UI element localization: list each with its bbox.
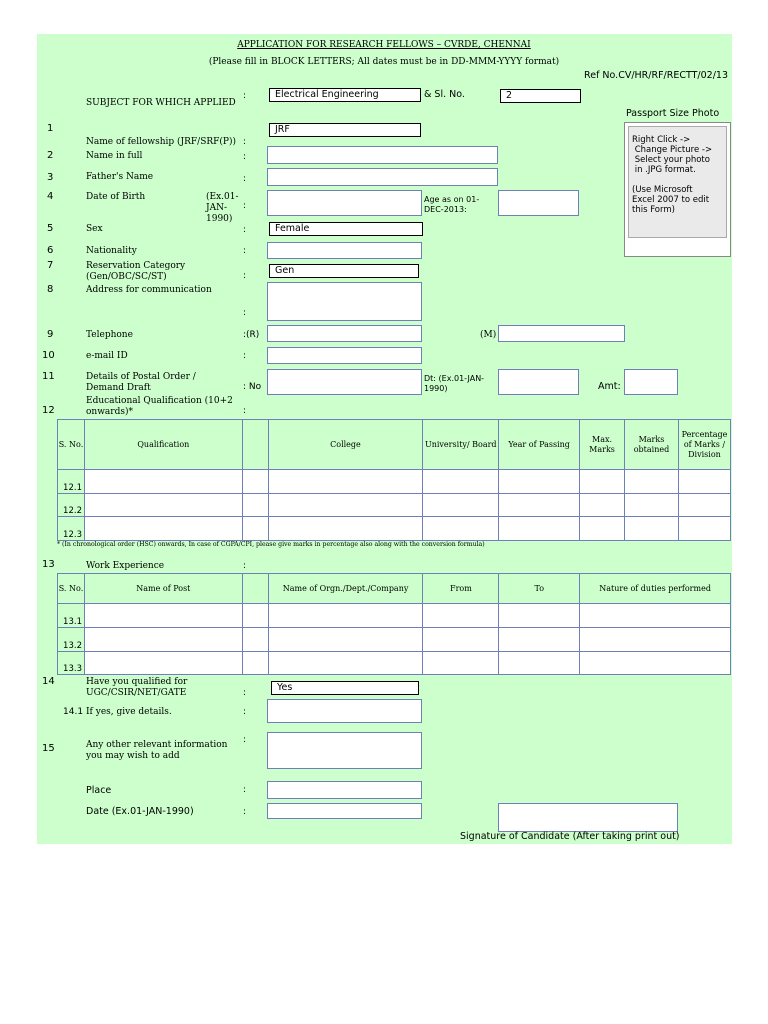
photo-instruction-line	[632, 175, 726, 185]
percentage-cell[interactable]	[678, 494, 730, 517]
header-cell: Name of Post	[84, 574, 242, 604]
place-label: Place	[86, 785, 112, 796]
other-info-input[interactable]	[267, 732, 422, 769]
header-cell: University/ Board	[423, 420, 499, 470]
duties-cell[interactable]	[580, 604, 731, 628]
qualified-select[interactable]: Yes	[271, 681, 419, 695]
subject-input[interactable]: Electrical Engineering	[269, 88, 421, 102]
spacer-cell	[242, 628, 268, 652]
date-input[interactable]	[267, 803, 422, 819]
colon: :	[243, 406, 247, 416]
organisation-cell[interactable]	[268, 652, 423, 675]
education-footnote: * (In chronological order (HSC) onwards, In case of CGPA/CPI, please give marks in percentage also along with the conversion formula)	[57, 541, 485, 548]
sex-label: Sex	[86, 224, 103, 234]
form-title: APPLICATION FOR RESEARCH FELLOWS – CVRDE, CHENNAI	[237, 40, 531, 50]
qualified-label: Have you qualified for UGC/CSIR/NET/GATE	[86, 677, 188, 698]
college-cell[interactable]	[268, 470, 423, 494]
duties-cell[interactable]	[580, 628, 731, 652]
field-number: 8	[47, 284, 54, 295]
duties-cell[interactable]	[580, 652, 731, 675]
field-number: 15	[42, 743, 55, 754]
header-cell: College	[268, 420, 423, 470]
reference-number: Ref No.CV/HR/RF/RECTT/02/13	[584, 70, 728, 81]
header-cell: Max. Marks	[580, 420, 625, 470]
age-label: Age as on 01-DEC-2013:	[424, 195, 480, 214]
age-input[interactable]	[498, 190, 579, 216]
table-row	[58, 517, 731, 541]
qualification-cell[interactable]	[84, 494, 242, 517]
colon: :	[243, 174, 247, 184]
postal-order-no-input[interactable]	[267, 369, 422, 395]
from-cell[interactable]	[423, 628, 499, 652]
photo-instruction-line: Excel 2007 to edit	[632, 195, 710, 205]
name-label: Name in full	[86, 151, 143, 161]
colon: :	[243, 785, 247, 795]
row-number: 13.2	[58, 628, 85, 652]
max-marks-cell[interactable]	[580, 494, 625, 517]
qualification-cell[interactable]	[84, 517, 242, 541]
photo-instruction-line: (Use Microsoft	[632, 185, 693, 195]
education-header-row	[58, 420, 731, 470]
education-table	[57, 419, 731, 541]
email-label: e-mail ID	[86, 351, 128, 361]
dob-input[interactable]	[267, 190, 422, 216]
colon: :	[243, 246, 247, 256]
row-number: 12.1	[58, 470, 85, 494]
signature-label: Signature of Candidate (After taking print out)	[460, 831, 680, 842]
university-cell[interactable]	[423, 494, 499, 517]
table-row	[58, 494, 731, 517]
colon: :	[243, 152, 247, 162]
header-cell: Nature of duties performed	[580, 574, 731, 604]
university-cell[interactable]	[423, 470, 499, 494]
row-number: 13.1	[58, 604, 85, 628]
field-number: 9	[47, 329, 54, 340]
amount-label: Amt:	[598, 381, 621, 392]
work-header-row	[58, 574, 731, 604]
organisation-cell[interactable]	[268, 604, 423, 628]
category-select[interactable]: Gen	[269, 264, 419, 278]
colon: :	[243, 735, 247, 745]
field-number: 2	[47, 150, 54, 161]
education-label: Educational Qualification (10+2 onwards)*	[86, 396, 233, 417]
photo-instruction-line: Select your photo	[632, 155, 710, 165]
field-number: 14	[42, 676, 55, 687]
nationality-input[interactable]	[267, 242, 422, 259]
qualified-details-label: If yes, give details.	[86, 707, 172, 717]
photo-instruction-line: this Form)	[632, 205, 675, 215]
photo-instruction-line: Right Click ->	[632, 135, 691, 145]
to-cell[interactable]	[499, 652, 580, 675]
field-number: 14.1	[63, 707, 84, 717]
form-instruction: (Please fill in BLOCK LETTERS; All dates must be in DD-MMM-YYYY format)	[208, 57, 560, 67]
sex-select[interactable]: Female	[269, 222, 423, 236]
max-marks-cell[interactable]	[580, 517, 625, 541]
marks-cell[interactable]	[625, 494, 679, 517]
postal-order-label: Details of Postal Order / Demand Draft	[86, 372, 196, 393]
to-cell[interactable]	[499, 628, 580, 652]
amount-input[interactable]	[624, 369, 678, 395]
field-number: 1	[47, 123, 54, 134]
subject-label: SUBJECT FOR WHICH APPLIED	[86, 98, 236, 108]
header-cell: Percentage of Marks / Division	[678, 420, 730, 470]
field-number: 10	[42, 350, 55, 361]
work-experience-label: Work Experience	[86, 561, 165, 571]
field-number: 6	[47, 245, 54, 256]
slno-input[interactable]: 2	[500, 89, 581, 103]
spacer-cell	[242, 470, 268, 494]
date-label: Date (Ex.01-JAN-1990)	[86, 806, 194, 817]
colon: :	[243, 225, 247, 235]
post-cell[interactable]	[84, 628, 242, 652]
place-input[interactable]	[267, 781, 422, 799]
table-row	[58, 470, 731, 494]
colon: :	[243, 137, 247, 147]
spacer-cell	[242, 494, 268, 517]
row-number: 12.3	[58, 517, 85, 541]
field-number: 3	[47, 172, 54, 183]
row-number: 13.3	[58, 652, 85, 675]
category-label: Reservation Category (Gen/OBC/SC/ST)	[86, 261, 186, 282]
postal-order-date-label: Dt: (Ex.01-JAN-1990)	[424, 374, 485, 393]
post-cell[interactable]	[84, 604, 242, 628]
header-cell: Marks obtained	[625, 420, 679, 470]
name-input[interactable]	[267, 146, 498, 164]
header-cell: Qualification	[84, 420, 242, 470]
table-row	[58, 652, 731, 675]
spacer-cell	[242, 420, 268, 470]
field-number: 12	[42, 405, 55, 416]
telephone-r-label: :(R)	[243, 330, 260, 340]
row-number: 12.2	[58, 494, 85, 517]
colon: :	[243, 707, 247, 717]
header-cell: S. No.	[58, 420, 85, 470]
colon: :	[243, 688, 247, 698]
table-row	[58, 604, 731, 628]
signature-box[interactable]	[498, 803, 678, 832]
telephone-m-label: (M)	[480, 330, 497, 340]
header-cell: From	[423, 574, 499, 604]
year-cell[interactable]	[499, 494, 580, 517]
field-number: 11	[42, 371, 55, 382]
colon: :	[243, 308, 247, 318]
photo-placeholder[interactable]	[628, 126, 727, 238]
percentage-cell[interactable]	[678, 517, 730, 541]
header-cell: S. No.	[58, 574, 85, 604]
spacer-cell	[242, 574, 268, 604]
telephone-m-input[interactable]	[498, 325, 625, 342]
fellowship-label: Name of fellowship (JRF/SRF(P))	[86, 137, 236, 147]
nationality-label: Nationality	[86, 246, 137, 256]
from-cell[interactable]	[423, 604, 499, 628]
photo-instruction-line: in .JPG format.	[632, 165, 696, 175]
colon: :	[243, 351, 247, 361]
percentage-cell[interactable]	[678, 470, 730, 494]
header-cell: Name of Orgn./Dept./Company	[268, 574, 423, 604]
year-cell[interactable]	[499, 470, 580, 494]
work-experience-table	[57, 573, 731, 675]
other-info-label: Any other relevant information you may wish to add	[86, 740, 228, 761]
college-cell[interactable]	[268, 494, 423, 517]
university-cell[interactable]	[423, 517, 499, 541]
dob-hint: (Ex.01-JAN-1990)	[206, 192, 239, 224]
photo-frame[interactable]	[624, 122, 731, 257]
qualification-cell[interactable]	[84, 470, 242, 494]
qualified-details-input[interactable]	[267, 699, 422, 723]
table-row	[58, 628, 731, 652]
max-marks-cell[interactable]	[580, 470, 625, 494]
colon: :	[243, 91, 247, 101]
field-number: 4	[47, 191, 54, 202]
photo-instructions	[629, 127, 726, 215]
marks-cell[interactable]	[625, 470, 679, 494]
postal-order-date-input[interactable]	[498, 369, 579, 395]
colon: :	[243, 271, 247, 281]
telephone-label: Telephone	[86, 330, 133, 340]
spacer-cell	[242, 604, 268, 628]
spacer-cell	[242, 652, 268, 675]
photo-label: Passport Size Photo	[626, 108, 720, 119]
header-cell: To	[499, 574, 580, 604]
organisation-cell[interactable]	[268, 628, 423, 652]
dob-label: Date of Birth	[86, 192, 146, 202]
field-number: 7	[47, 260, 54, 271]
fellowship-input[interactable]: JRF	[269, 123, 421, 137]
marks-cell[interactable]	[625, 517, 679, 541]
colon: :	[243, 561, 247, 571]
address-label: Address for communication	[86, 285, 212, 295]
from-cell[interactable]	[423, 652, 499, 675]
telephone-r-input[interactable]	[267, 325, 422, 342]
address-input[interactable]	[267, 282, 422, 321]
colon: :	[243, 201, 247, 211]
slno-label: & Sl. No.	[424, 89, 465, 100]
post-cell[interactable]	[84, 652, 242, 675]
to-cell[interactable]	[499, 604, 580, 628]
year-cell[interactable]	[499, 517, 580, 541]
postal-order-no-label: : No	[243, 382, 262, 392]
college-cell[interactable]	[268, 517, 423, 541]
email-input[interactable]	[267, 347, 422, 364]
photo-instruction-line: Change Picture ->	[632, 145, 713, 155]
spacer-cell	[242, 517, 268, 541]
colon: :	[243, 807, 247, 817]
father-name-label: Father's Name	[86, 172, 154, 182]
father-name-input[interactable]	[267, 168, 498, 186]
field-number: 13	[42, 559, 55, 570]
field-number: 5	[47, 223, 54, 234]
header-cell: Year of Passing	[499, 420, 580, 470]
